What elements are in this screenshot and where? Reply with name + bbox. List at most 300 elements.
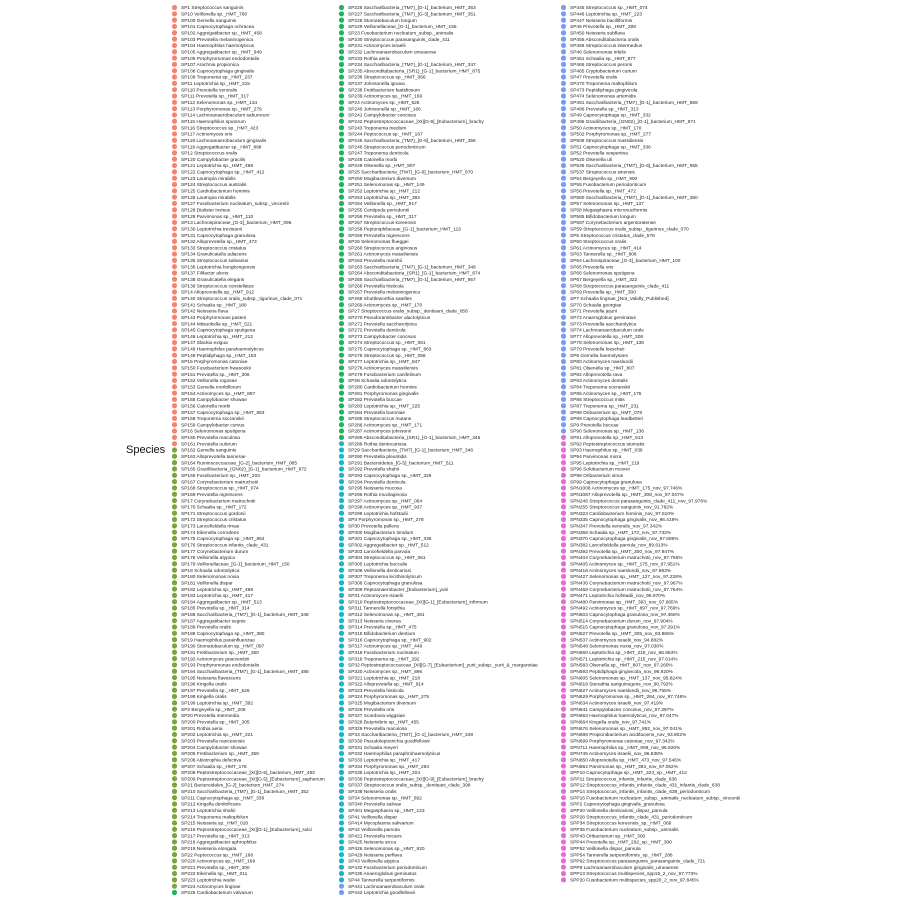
legend-label: SP111 Prevotella sp._HMT_317	[181, 94, 249, 100]
legend-key	[561, 586, 566, 591]
legend-key	[339, 74, 344, 79]
legend-label: SPN583 Olsenella sp._HMT_807_nov_97.260%	[570, 663, 673, 669]
legend-key	[172, 656, 177, 661]
legend-label: SP290 Prevotella pleuritidis	[348, 455, 407, 461]
legend-key	[172, 643, 177, 648]
legend-key	[339, 5, 344, 10]
legend-label: SP206 Abiotrophia defectiva	[181, 758, 242, 764]
legend-key	[339, 321, 344, 326]
legend-label: SP131 Capnocytophaga granulosa	[181, 233, 256, 239]
legend-key	[172, 353, 177, 358]
legend-key	[561, 296, 566, 301]
legend-label: SP231 Actinomyces israelii	[348, 44, 406, 50]
legend-key	[339, 814, 344, 819]
legend-key	[339, 169, 344, 174]
legend-key	[172, 460, 177, 465]
legend-key	[172, 479, 177, 484]
legend-label: SP139 Streptococcus constellatus	[181, 284, 254, 290]
legend-key	[339, 226, 344, 231]
legend-key	[172, 776, 177, 781]
legend-label: SP114 Lachnoanaerobaculum saburreum	[181, 113, 270, 119]
legend-label: SP170 Schaalia sp._HMT_172	[181, 505, 247, 511]
legend-label: SP486 Prevotella sp._HMT_313	[570, 107, 639, 113]
legend-label: SPN515 Capnocytophaga granulosa_nov_97.291%	[570, 625, 680, 631]
legend-key	[172, 188, 177, 193]
legend-key	[339, 100, 344, 105]
legend-label: SPN548 Selenomonas noxia_nov_97.030%	[570, 644, 664, 650]
legend-label: SP426 Selenomonas sp._HMT_920	[348, 846, 425, 852]
legend-label: SPN492 Actinomyces sp._HMT_897_nov_97.769%	[570, 606, 680, 612]
legend-label: SP27 Streptococcus oralis_subsp._dentisani_clade_058	[348, 309, 468, 315]
legend-key	[561, 43, 566, 48]
legend-label: SP272 Prevotella denticola	[348, 328, 406, 334]
legend-label: SP338 Neisseria oralis	[348, 790, 397, 796]
legend-label: SP309 Peptoanaerobacter_[Eubacterium]_yurii	[348, 587, 449, 593]
legend-label: SP49 Capnocytophaga sp._HMT_332	[570, 113, 651, 119]
legend-key	[561, 353, 566, 358]
legend-key	[172, 618, 177, 623]
legend-key	[339, 346, 344, 351]
legend-label: SP161 Prevotella oulorum	[181, 442, 237, 448]
legend-label: SPN711 Haemophilus sp._HMT_908_nov_96.920%	[570, 745, 681, 751]
legend-key	[561, 157, 566, 162]
legend-label: SP182 Leptotrichia sp._HMT_498	[181, 587, 253, 593]
legend-label: SP254 Veillonella sp._HMT_917	[348, 202, 417, 208]
legend-key	[561, 814, 566, 819]
legend-key	[172, 568, 177, 573]
legend-key	[561, 574, 566, 579]
legend-key	[339, 163, 344, 168]
legend-key	[561, 637, 566, 642]
legend-label: SPN634 Actinomyces israelii_nov_97.419%	[570, 701, 664, 707]
legend-label: SP144 Mitsuokella sp._HMT_521	[181, 322, 253, 328]
legend-label: SP115 Haemophilus sputorum	[181, 119, 246, 125]
legend-label: SP243 Treponema medium	[348, 126, 407, 132]
legend-label: SP126 Lautropia mirabilis	[181, 195, 236, 201]
legend-label: SP73 Prevotella saccharolytica	[570, 322, 637, 328]
legend-label: SPN527 Prevotella sp._HMT_305_nov_93.865%	[570, 632, 674, 638]
legend-label: SP127 Fusobacterium nucleatum_subsp._vincentii	[181, 202, 289, 208]
legend-key	[561, 346, 566, 351]
legend-label: SPP16 Fusobacterium nucleatum_subsp._animalis_nucleatum_subsp._vincentii	[570, 796, 741, 802]
legend-label: SP222 Eikenella sp._HMT_011	[181, 872, 248, 878]
legend-label: SPN571 Leptotrichia sp._HMT_215_nov_97.614%	[570, 657, 678, 663]
legend-label: SP271 Prevotella saccharolytica	[348, 322, 417, 328]
legend-label: SP103 Prevotella melaninogenica	[181, 37, 254, 43]
legend-label: SP508 Streptococcus massiliensis	[570, 138, 644, 144]
legend-label: SP44 Tannerella serpentiformis	[348, 878, 415, 884]
legend-key	[561, 397, 566, 402]
legend-key	[172, 877, 177, 882]
legend-label: SP537 Streptococcus sinensis	[570, 170, 635, 176]
legend-key	[339, 586, 344, 591]
legend-key	[339, 820, 344, 825]
legend-label: SP256 Prevotella sp._HMT_317	[348, 214, 417, 220]
legend-label: SP138 Granulicatella elegans	[181, 278, 245, 284]
legend-key	[339, 220, 344, 225]
legend-label: SPN347 Prevotella veroralis_nov_97.342%	[570, 524, 662, 530]
legend-label: SP307 Treponema lecithinolyticum	[348, 575, 422, 581]
legend-key	[172, 808, 177, 813]
legend-label: SP125 Cardiobacterium hominis	[181, 189, 250, 195]
legend-key	[561, 776, 566, 781]
legend-key	[172, 865, 177, 870]
legend-label: SP250 Mogibacterium diversum	[348, 176, 416, 182]
legend-key	[172, 694, 177, 699]
legend-key	[172, 321, 177, 326]
legend-key	[172, 435, 177, 440]
legend-key	[172, 163, 177, 168]
legend-title: Species	[126, 444, 166, 456]
legend-label: SP336 Peptostreptococcaceae_[XI][G-9]_[Eubacterium]_brachy	[348, 777, 484, 783]
legend-label: SP175 Capnocytophaga sp._HMT_864	[181, 537, 265, 543]
legend-label: SP119 Aggregatibacter sp._HMT_898	[181, 145, 262, 151]
legend-key	[339, 561, 344, 566]
legend-key	[561, 580, 566, 585]
legend-label: SP429 Neisseria perflava	[348, 853, 403, 859]
legend-label: SP280 Cardiobacterium hominis	[348, 385, 417, 391]
legend-key	[561, 365, 566, 370]
legend-label: SPP34 Streptococcus koreensis_sp._HMT_066	[570, 821, 672, 827]
legend-key	[339, 757, 344, 762]
legend-label: SP128 Dialister invisus	[181, 208, 231, 214]
legend-label: SP235 Absconditabacteria_(SR1)_[G-1]_bacterium_HMT_875	[348, 69, 481, 75]
legend-label: SP212 Kingella denitrificans	[181, 802, 241, 808]
legend-key	[561, 251, 566, 256]
legend-key	[339, 700, 344, 705]
legend-label: SPN405 Actinomyces sp._HMT_175_nov_97.951%	[570, 562, 680, 568]
legend-label: SP324 Porphyromonas sp._HMT_275	[348, 695, 430, 701]
legend-label: SP283 Leptotrichia sp._HMT_225	[348, 404, 420, 410]
legend-label: SP46 Selenomonas infelix	[570, 50, 626, 56]
legend-label: SP304 Streptococcus sp._HMT_061	[348, 556, 426, 562]
legend-key	[339, 782, 344, 787]
legend-label: SP216 Peptostreptococcaceae_[XI][G-1]_[Eubacterium]_sulci	[181, 827, 312, 833]
legend-key	[172, 473, 177, 478]
legend-key	[561, 308, 566, 313]
legend-key	[339, 106, 344, 111]
legend-key	[561, 757, 566, 762]
legend-key	[561, 447, 566, 452]
legend-key	[561, 473, 566, 478]
legend-key	[172, 536, 177, 541]
legend-key	[339, 732, 344, 737]
legend-key	[561, 245, 566, 250]
legend-label: SP298 Actinomyces sp._HMT_937	[348, 505, 423, 511]
legend-label: SP13 Lachnospiraceae_[G-3]_bacterium_HMT_096	[181, 221, 292, 227]
legend-key	[339, 37, 344, 42]
legend-key	[339, 131, 344, 136]
legend-key	[339, 593, 344, 598]
legend-key	[561, 163, 566, 168]
legend-key	[561, 5, 566, 10]
legend-key	[561, 87, 566, 92]
legend-key	[172, 372, 177, 377]
legend-label: SP147 Slackia exigua	[181, 341, 228, 347]
legend-key	[561, 763, 566, 768]
legend-label: SPN255 Streptococcus sanguinis_nov_91.782%	[570, 505, 674, 511]
legend-label: SP1 Streptococcus sanguinis	[181, 6, 244, 12]
legend-label: SP22 Peptococcus sp._HMT_168	[181, 853, 253, 859]
legend-label: SP585 Bifidobacterium longum	[570, 214, 636, 220]
legend-key	[172, 561, 177, 566]
legend-key	[172, 296, 177, 301]
legend-key	[172, 55, 177, 60]
legend-key	[339, 359, 344, 364]
legend-key	[339, 447, 344, 452]
legend-key	[339, 112, 344, 117]
legend-key	[172, 346, 177, 351]
legend-key	[561, 732, 566, 737]
legend-key	[561, 176, 566, 181]
legend-key	[561, 795, 566, 800]
legend-label: SP329 Prevotella maculosa	[348, 726, 407, 732]
legend-label: SP60 Streptococcus oralis	[570, 240, 627, 246]
legend-label: SPN323 Cardiobacterium hominis_nov_97.510%	[570, 511, 675, 517]
legend-key	[561, 334, 566, 339]
legend-label: SP193 Porphyromonas endodontalis	[181, 663, 260, 669]
legend-key	[172, 814, 177, 819]
legend-label: SP198 Kingella oralis	[181, 695, 227, 701]
legend-label: SP146 Leptotrichia sp._HMT_212	[181, 334, 253, 340]
legend-label: SP284 Prevotella baroniae	[348, 410, 406, 416]
legend-key	[561, 770, 566, 775]
legend-label: SPN676 Selenomonas sp._HMT_892_nov_97.041%	[570, 726, 683, 732]
legend-key	[339, 839, 344, 844]
legend-label: SP165 Gracilibacteria_(GN02)_[G-1]_bacterium_HMT_872	[181, 467, 307, 473]
legend-label: SP15 Porphyromonas catoniae	[181, 360, 248, 366]
legend-label: SP120 Campylobacter gracilis	[181, 157, 246, 163]
legend-key	[339, 498, 344, 503]
legend-key	[339, 435, 344, 440]
legend-label: SP300 Mogibacterium timidum	[348, 530, 414, 536]
legend-key	[561, 62, 566, 67]
legend-key	[339, 605, 344, 610]
legend-label: SP205 Fretibacterium sp._HMT_359	[181, 752, 259, 758]
legend-key	[339, 776, 344, 781]
legend-label: SP96 Solobacterium moorei	[570, 467, 630, 473]
legend-key	[339, 808, 344, 813]
legend-key	[339, 403, 344, 408]
legend-label: SP10 Veillonella sp._HMT_780	[181, 12, 248, 18]
legend-label: SP8 Gemella haemolysans	[570, 353, 628, 359]
legend-label: SP296 Rothia mucilaginosa	[348, 492, 407, 498]
legend-key	[172, 195, 177, 200]
legend-key	[339, 207, 344, 212]
legend-label: SP185 Prevotella sp._HMT_314	[181, 606, 250, 612]
legend-label: SPN664 Kingella oralis_nov_97.741%	[570, 720, 652, 726]
legend-key	[172, 789, 177, 794]
legend-key	[561, 188, 566, 193]
legend-key	[561, 201, 566, 206]
legend-label: SPN593 Peptidiphaga gingivicola_nov_96.920%	[570, 669, 673, 675]
legend-label: SP101 Capnocytophaga ochracea	[181, 25, 255, 31]
legend-label: SP197 Prevotella sp._HMT_526	[181, 688, 250, 694]
legend-label: SP18 Schaalia odontolytica	[181, 568, 240, 574]
legend-label: SP252 Leptotrichia sp._HMT_212	[348, 189, 420, 195]
legend-key	[561, 93, 566, 98]
legend-label: SP305 Leptotrichia buccalis	[348, 562, 408, 568]
legend-key	[561, 719, 566, 724]
legend-key	[339, 485, 344, 490]
legend-label: SPN605 Selenomonas sp._HMT_137_nov_95.824%	[570, 676, 683, 682]
legend-key	[172, 264, 177, 269]
legend-label: SP66 Selenomonas sputigena	[570, 271, 635, 277]
legend-key	[339, 245, 344, 250]
legend-label: SP29 Saccharibacteria_(TM7)_[G-1]_bacterium_HMT_346	[348, 448, 474, 454]
legend-key	[561, 68, 566, 73]
legend-key	[172, 169, 177, 174]
legend-key	[561, 561, 566, 566]
legend-label: SP282 Prevotella buccae	[348, 398, 402, 404]
legend-key	[172, 365, 177, 370]
legend-key	[172, 43, 177, 48]
legend-label: SP264 Absconditabacteria_(SR1)_[G-1]_bacterium_HMT_874	[348, 271, 481, 277]
legend-key	[561, 112, 566, 117]
legend-key	[172, 707, 177, 712]
legend-label: SP57 Selenomonas sp._HMT_137	[570, 202, 644, 208]
legend-label: SP261 Actinomyces massiliensis	[348, 252, 418, 258]
legend-label: SP187 Aggregatibacter segnis	[181, 619, 246, 625]
legend-key	[339, 460, 344, 465]
legend-key	[561, 865, 566, 870]
legend-label: SP6 Streptococcus cristatus_clade_578	[570, 233, 655, 239]
legend-key	[339, 884, 344, 889]
legend-key	[561, 820, 566, 825]
legend-key	[561, 877, 566, 882]
legend-key	[339, 719, 344, 724]
legend-label: SP210 Saccharibacteria_(TM7)_[G-1]_bacterium_HMT_352	[181, 790, 309, 796]
legend-key	[561, 808, 566, 813]
legend-key	[172, 214, 177, 219]
legend-label: SPN382 Lancefieldella parvula_nov_89.613%	[570, 543, 668, 549]
legend-label: SP167 Corynebacterium matruchotii	[181, 480, 259, 486]
legend-key	[339, 270, 344, 275]
legend-label: SP110 Prevotella veroralis	[181, 88, 238, 94]
legend-key	[172, 624, 177, 629]
legend-label: SP157 Capnocytophaga sp._HMT_863	[181, 410, 265, 416]
legend-key	[561, 403, 566, 408]
legend-label: SP93 Haemophilus sp._HMT_036	[570, 448, 643, 454]
legend-label: SP12 Streptococcus oralis	[181, 151, 238, 157]
legend-key	[172, 662, 177, 667]
legend-label: SPN370 Capnocytophaga gingivalis_nov_97.686%	[570, 537, 679, 543]
legend-key	[172, 283, 177, 288]
legend-key	[561, 751, 566, 756]
legend-label: SP79 Prevotella loescheii	[570, 347, 625, 353]
legend-label: SP129 Parvimonas sp._HMT_110	[181, 214, 254, 220]
legend-label: SP288 Absconditabacteria_(SR1)_[G-1]_bacterium_HMT_345	[348, 436, 481, 442]
legend-key	[561, 422, 566, 427]
legend-label: SP55 Fusobacterium periodonticum	[570, 183, 647, 189]
legend-key	[339, 68, 344, 73]
legend-label: SP299 Leptotrichia hofstadii	[348, 511, 408, 517]
legend-key	[561, 618, 566, 623]
legend-key	[561, 150, 566, 155]
legend-label: SP447 Neisseria bacilliformis	[570, 18, 633, 24]
legend-label: SP442 Leptotrichia goodfellowii	[348, 891, 415, 897]
legend-key	[339, 789, 344, 794]
legend-label: SP26 Selenomonas flueggei	[348, 240, 409, 246]
legend-key	[172, 182, 177, 187]
legend-key	[172, 637, 177, 642]
legend-label: SP275 Capnocytophaga sp._HMT_863	[348, 347, 432, 353]
legend-key	[561, 530, 566, 535]
legend-key	[172, 852, 177, 857]
legend-label: SP92 Peptostreptococcus stomatis	[570, 442, 645, 448]
legend-key	[172, 492, 177, 497]
legend-key	[339, 195, 344, 200]
legend-label: SP330 Pseudoleptotrichia goodfellowii	[348, 739, 430, 745]
legend-key	[561, 681, 566, 686]
legend-key	[339, 890, 344, 895]
legend-key	[561, 460, 566, 465]
legend-key	[172, 138, 177, 143]
legend-key	[339, 801, 344, 806]
legend-label: SP143 Porphyromonas pasteri	[181, 315, 247, 321]
legend-key	[561, 214, 566, 219]
legend-label: SP262 Prevotella marshii	[348, 259, 402, 265]
legend-key	[339, 24, 344, 29]
legend-key	[339, 422, 344, 427]
legend-label: SP215 Neisseria sp._HMT_020	[181, 821, 249, 827]
legend-label: SPN514 Corynebacterium durum_nov_97.904%	[570, 619, 673, 625]
legend-key	[561, 643, 566, 648]
legend-key	[172, 593, 177, 598]
legend-key	[339, 55, 344, 60]
legend-key	[561, 81, 566, 86]
legend-label: SP232 Lachnoanaerobaculum umeaense	[348, 50, 437, 56]
legend-key	[172, 62, 177, 67]
legend-label: SP43 Veillonella atypica	[348, 859, 400, 865]
legend-label: SPN404 Corynebacterium matruchotii_nov_97.755%	[570, 556, 683, 562]
legend-key	[339, 125, 344, 130]
legend-key	[172, 340, 177, 345]
legend-key	[561, 555, 566, 560]
legend-label: SP162 Gemella sanguinis	[181, 448, 237, 454]
legend-key	[339, 713, 344, 718]
legend-key	[172, 801, 177, 806]
legend-key	[172, 631, 177, 636]
legend-label: SP286 Actinomyces sp._HMT_171	[348, 423, 423, 429]
legend-label: SP268 Shuttleworthia satelles	[348, 296, 412, 302]
legend-key	[172, 511, 177, 516]
legend-label: SP70 Schaalia georgiae	[570, 303, 622, 309]
legend-label: SP140 Streptococcus oralis_subsp._tigurinus_clade_071	[181, 296, 303, 302]
legend-label: SP184 Aggregatibacter sp._HMT_513	[181, 600, 262, 606]
legend-label: SP108 Capnocytophaga gingivalis	[181, 69, 255, 75]
legend-key	[339, 858, 344, 863]
legend-label: SP142 Neisseria flava	[181, 309, 229, 315]
legend-label: SP502 Porphyromonas sp._HMT_277	[570, 132, 652, 138]
legend-key	[172, 858, 177, 863]
legend-label: SPN629 Porphyromonas sp._HMT_284_nov_97.746%	[570, 695, 687, 701]
legend-key	[172, 599, 177, 604]
legend-label: SP191 Fretibacterium sp._HMT_360	[181, 650, 259, 656]
legend-key	[172, 232, 177, 237]
legend-label: SP219 Neisseria elongata	[181, 846, 237, 852]
legend-key	[339, 504, 344, 509]
legend-key	[172, 30, 177, 35]
legend-key	[339, 871, 344, 876]
legend-key	[561, 485, 566, 490]
legend-label: SP109 Treponema sp._HMT_237	[181, 75, 253, 81]
legend-label: SPN862 Parvimonas sp._HMT_393_nov_97.052%	[570, 764, 678, 770]
legend-label: SP56 Prevotella sp._HMT_472	[570, 189, 636, 195]
legend-key	[561, 391, 566, 396]
legend-label: SP176 Streptococcus infantis_clade_431	[181, 543, 269, 549]
legend-label: SPP62 Streptococcus parasanguinis_parasanguinis_clade_721	[570, 859, 706, 865]
